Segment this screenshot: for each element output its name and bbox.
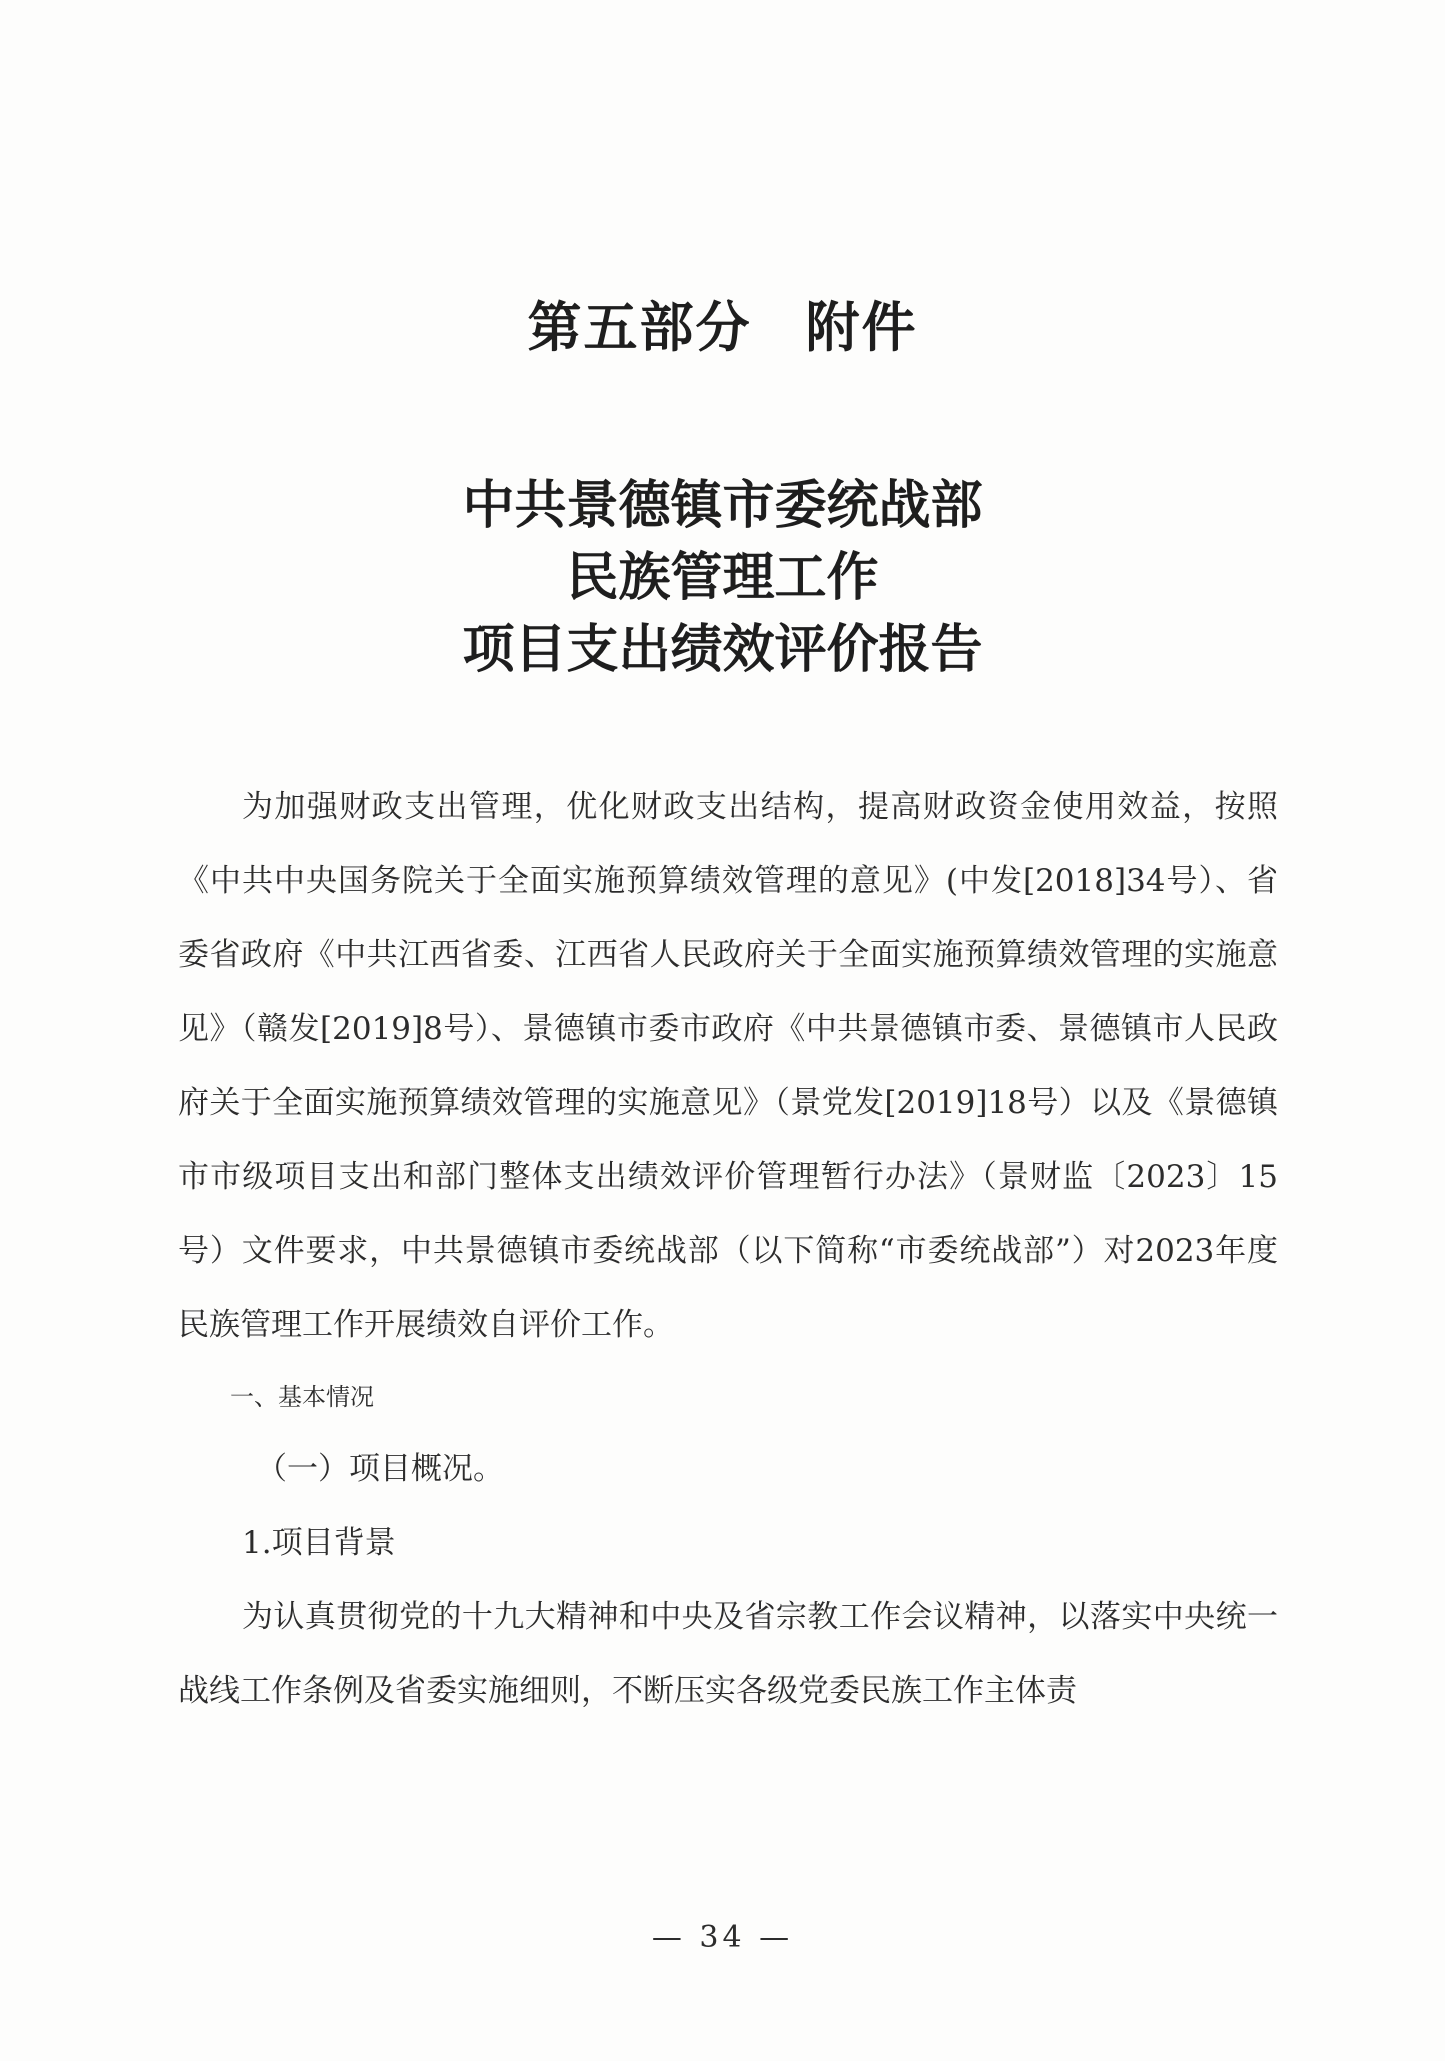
report-title — [0, 470, 1445, 686]
item-heading-project-background: 1.项目背景 — [242, 1525, 396, 1561]
part-title — [0, 285, 1445, 362]
report-title-line-2: 民族管理工作 — [566, 547, 879, 608]
part-title-number: 第五部分 — [527, 296, 752, 359]
page-number: — 34 — — [651, 1920, 794, 1955]
section-heading-basic-info: 一、基本情况 — [230, 1383, 374, 1411]
report-title-line-3: 项目支出绩效评价报告 — [462, 619, 983, 680]
report-body — [178, 770, 1278, 1728]
background-paragraph: 为认真贯彻党的十九大精神和中央及省宗教工作会议精神，以落实中央统一战线工作条例及省委实施细则，不断压实各级党委民族工作主体责 — [178, 1599, 1278, 1709]
part-title-label: 附件 — [805, 296, 918, 359]
intro-paragraph: 为加强财政支出管理，优化财政支出结构，提高财政资金使用效益，按照《中共中央国务院关于全面实施预算绩效管理的意见》(中发[2018]34号）、省委省政府《中共江西省委、江西省人民政府关于全面实施预算绩效管理的实施意见》（赣发[2019]8号）、景德镇市委市政府《中共景德镇市委、景德镇市人民政府关于全面实施预算绩效管理的实施意见》（景党发[2019]18号）以及《景德镇市市级项目支出和部门整体支出绩效评价管理暂行办法》（景财监〔2023〕15号）文件要求，中共景德镇市委统战部（以下简称“市委统战部”）对2023年度民族管理工作开展绩效自评价工作。 — [178, 789, 1278, 1343]
report-title-line-1: 中共景德镇市委统战部 — [462, 475, 983, 536]
subsection-heading-project-overview: （一）项目概况。 — [256, 1451, 504, 1487]
